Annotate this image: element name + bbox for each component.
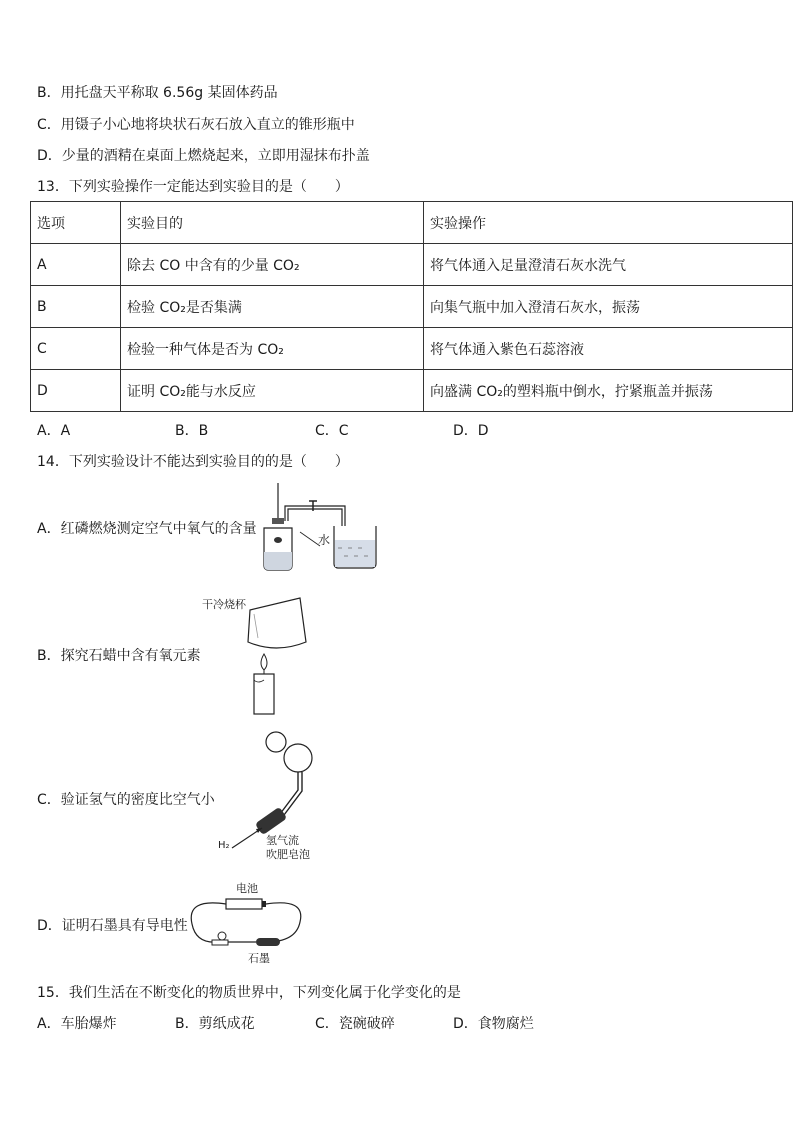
- water-label: 水: [318, 533, 331, 547]
- q13-option-c[interactable]: C．C: [315, 423, 349, 439]
- option-d-prev: D．少量的酒精在桌面上燃烧起来，立即用湿抹布扑盖: [37, 148, 370, 164]
- q14-option-d[interactable]: D．证明石墨具有导电性: [37, 918, 188, 934]
- table-row: [31, 328, 793, 370]
- blow-bubble-label: 吹肥皂泡: [266, 848, 310, 861]
- hydrogen-soap-bubble-figure: [212, 728, 332, 863]
- header-operation: 实验操作: [424, 202, 793, 244]
- table-row: [31, 244, 793, 286]
- q13-options: [37, 420, 489, 440]
- row-operation: 向集气瓶中加入澄清石灰水，振荡: [424, 286, 793, 328]
- q14-option-c[interactable]: C．验证氢气的密度比空气小: [37, 792, 215, 808]
- h2-label: H₂: [218, 840, 230, 851]
- row-option: C: [31, 328, 121, 370]
- q13-option-d[interactable]: D．D: [453, 423, 489, 439]
- table-header-row: [31, 202, 793, 244]
- q15-option-d[interactable]: D．食物腐烂: [453, 1016, 534, 1032]
- q15-option-b[interactable]: B．剪纸成花: [175, 1016, 255, 1032]
- q13-table: [30, 201, 793, 412]
- q14-option-b[interactable]: B．探究石蜡中含有氧元素: [37, 648, 201, 664]
- row-option: B: [31, 286, 121, 328]
- option-b-prev: B．用托盘天平称取 6.56g 某固体药品: [37, 85, 278, 101]
- row-operation: 将气体通入足量澄清石灰水洗气: [424, 244, 793, 286]
- row-operation: 向盛满 CO₂的塑料瓶中倒水，拧紧瓶盖并振荡: [424, 370, 793, 412]
- header-option: 选项: [31, 202, 121, 244]
- battery-label: 电池: [236, 882, 258, 895]
- graphite-label: 石墨: [248, 952, 270, 965]
- graphite-circuit-figure: [186, 878, 310, 966]
- q15-stem: 15．我们生活在不断变化的物质世界中，下列变化属于化学变化的是: [37, 985, 461, 1001]
- q14-option-a[interactable]: A．红磷燃烧测定空气中氧气的含量: [37, 521, 257, 537]
- q15-option-c[interactable]: C．瓷碗破碎: [315, 1016, 395, 1032]
- header-goal: 实验目的: [121, 202, 424, 244]
- row-goal: 证明 CO₂能与水反应: [121, 370, 424, 412]
- row-goal: 检验一种气体是否为 CO₂: [121, 328, 424, 370]
- table-row: [31, 370, 793, 412]
- row-goal: 检验 CO₂是否集满: [121, 286, 424, 328]
- row-option: A: [31, 244, 121, 286]
- q15-option-a[interactable]: A．车胎爆炸: [37, 1016, 117, 1032]
- row-operation: 将气体通入紫色石蕊溶液: [424, 328, 793, 370]
- hydrogen-flow-label: 氢气流: [266, 834, 299, 847]
- row-goal: 除去 CO 中含有的少量 CO₂: [121, 244, 424, 286]
- option-c-prev: C．用镊子小心地将块状石灰石放入直立的锥形瓶中: [37, 117, 355, 133]
- candle-dry-beaker-figure: [196, 588, 316, 718]
- q13-option-a[interactable]: A．A: [37, 423, 71, 439]
- table-row: [31, 286, 793, 328]
- q14-stem: 14．下列实验设计不能达到实验目的的是（ ）: [37, 454, 349, 470]
- q13-option-b[interactable]: B．B: [175, 423, 209, 439]
- q15-options: [37, 1013, 534, 1033]
- row-option: D: [31, 370, 121, 412]
- q13-stem: 13．下列实验操作一定能达到实验目的是（ ）: [37, 179, 349, 195]
- dry-cold-beaker-label: 干冷烧杯: [202, 598, 246, 611]
- red-phosphorus-apparatus-figure: [258, 478, 398, 574]
